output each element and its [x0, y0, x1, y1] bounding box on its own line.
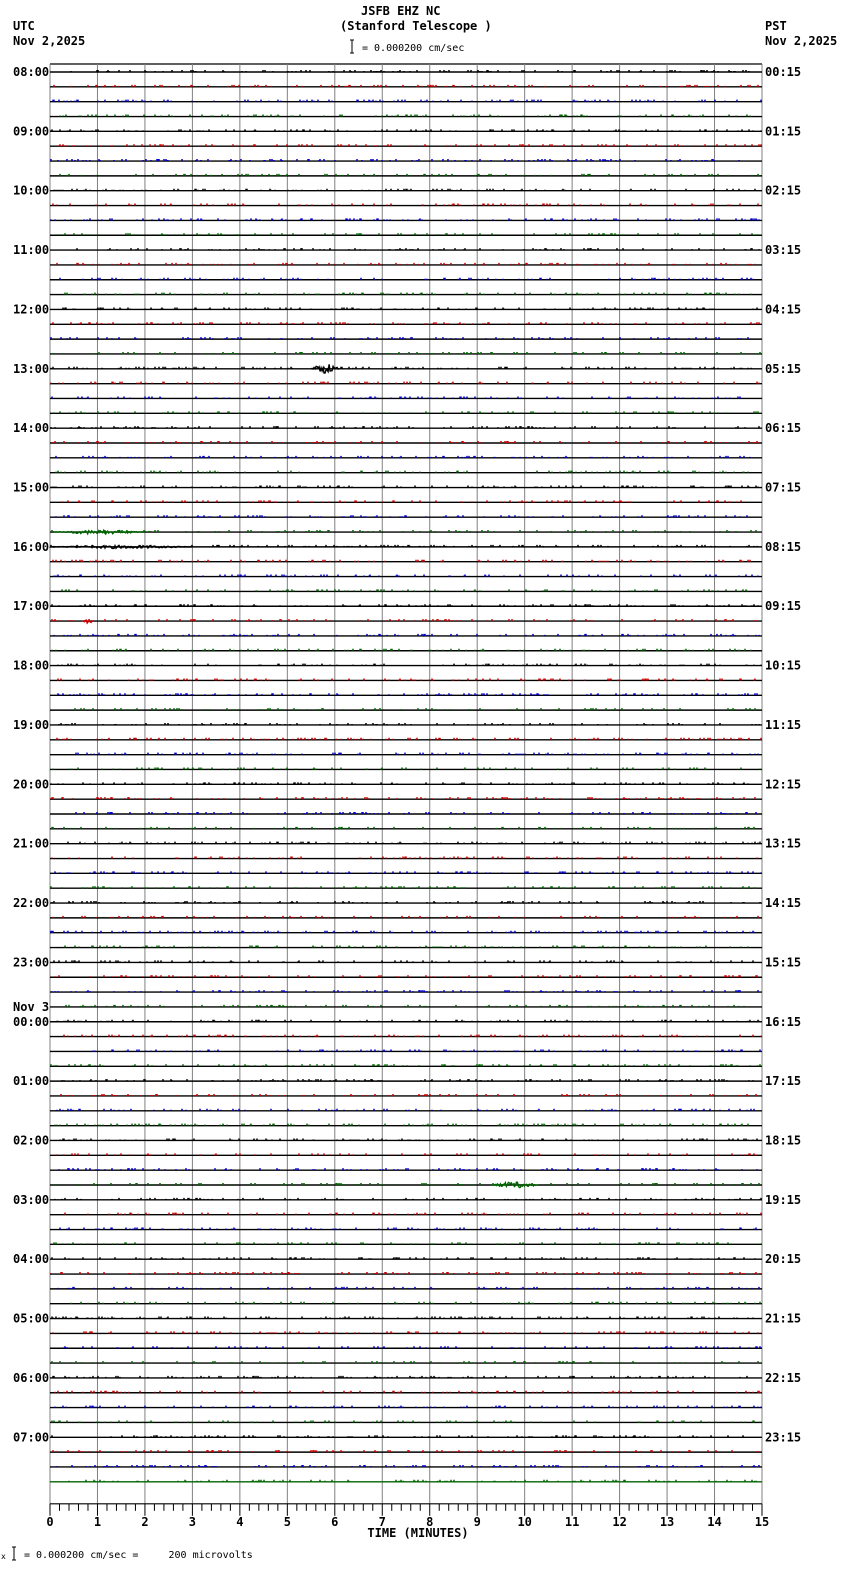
x-tick-label: 3 [188, 1514, 197, 1529]
site-title: (Stanford Telescope ) [340, 19, 492, 33]
pst-hour-label: 10:15 [765, 658, 802, 673]
pst-hour-label: 05:15 [765, 361, 802, 376]
x-tick-label: 9 [473, 1514, 481, 1529]
x-tick-label: 2 [141, 1514, 149, 1529]
x-tick-label: 4 [236, 1514, 244, 1529]
utc-hour-label: 13:00 [13, 361, 50, 376]
pst-hour-label: 20:15 [765, 1252, 802, 1267]
pst-hour-label: 06:15 [765, 421, 802, 436]
utc-hour-label: 10:00 [13, 183, 50, 198]
utc-hour-label: 00:00 [13, 1014, 50, 1029]
pst-hour-label: 09:15 [765, 599, 802, 614]
utc-hour-label: 05:00 [13, 1311, 50, 1326]
utc-hour-label: 21:00 [13, 836, 50, 851]
utc-hour-label: 08:00 [13, 65, 50, 79]
utc-hour-label: 22:00 [13, 896, 50, 911]
pst-hour-label: 21:15 [765, 1311, 802, 1326]
x-tick-label: 8 [426, 1514, 434, 1529]
utc-hour-label: 06:00 [13, 1370, 50, 1385]
scale-label: = 0.000200 cm/sec [362, 43, 465, 54]
utc-hour-label: 01:00 [13, 1074, 50, 1089]
utc-hour-label: 19:00 [13, 717, 50, 732]
pst-hour-label: 19:15 [765, 1192, 802, 1207]
utc-hour-label: 02:00 [13, 1133, 50, 1148]
x-tick-label: 10 [517, 1514, 532, 1529]
right-timezone: PST [765, 19, 787, 33]
x-tick-label: 6 [331, 1514, 339, 1529]
pst-hour-label: 00:15 [765, 65, 802, 79]
x-tick-label: 7 [378, 1514, 386, 1529]
pst-hour-label: 16:15 [765, 1014, 802, 1029]
utc-hour-label: 20:00 [13, 777, 50, 792]
right-date: Nov 2,2025 [765, 34, 838, 48]
utc-hour-label: 03:00 [13, 1192, 50, 1207]
x-tick-label: 11 [564, 1514, 580, 1529]
utc-hour-label: 18:00 [13, 658, 50, 673]
left-date: Nov 2,2025 [13, 34, 86, 48]
utc-hour-label: 15:00 [13, 480, 50, 495]
pst-hour-label: 13:15 [765, 836, 802, 851]
footer-scale-text: = 0.000200 cm/sec = 200 microvolts [24, 1550, 253, 1561]
x-tick-label: 5 [283, 1514, 291, 1529]
time-axis [46, 1504, 769, 1540]
pst-hour-label: 01:15 [765, 124, 802, 139]
x-tick-label: 14 [707, 1514, 722, 1529]
pst-hour-label: 14:15 [765, 896, 802, 911]
pst-hour-label: 02:15 [765, 183, 802, 198]
pst-hour-label: 17:15 [765, 1074, 802, 1089]
pst-hour-label: 04:15 [765, 302, 802, 317]
utc-hour-label: 09:00 [13, 124, 50, 139]
x-tick-label: 15 [754, 1514, 770, 1529]
footer-scale-bar-icon [10, 1546, 18, 1561]
pst-hour-label: 15:15 [765, 955, 802, 970]
pst-hour-label: 07:15 [765, 480, 802, 495]
utc-hour-label: 23:00 [13, 955, 50, 970]
pst-hour-label: 12:15 [765, 777, 802, 792]
utc-hour-label: 14:00 [13, 421, 50, 436]
utc-hour-label: 16:00 [13, 539, 50, 554]
seismic-traces [50, 70, 762, 1482]
pst-hour-label: 03:15 [765, 243, 802, 258]
pst-hour-label: 08:15 [765, 539, 802, 554]
pst-hour-label: 22:15 [765, 1370, 802, 1385]
footer-scale-prefix: x [1, 1552, 6, 1561]
x-axis-title: TIME (MINUTES) [367, 1525, 469, 1540]
x-tick-label: 1 [93, 1514, 102, 1529]
utc-hour-label: 12:00 [13, 302, 50, 317]
utc-hour-label: 17:00 [13, 599, 50, 614]
pst-hour-label: 18:15 [765, 1133, 802, 1148]
pst-hour-label: 23:15 [765, 1430, 802, 1445]
x-tick-label: 0 [46, 1514, 54, 1529]
utc-hour-label: 04:00 [13, 1252, 50, 1267]
pst-hour-label: 11:15 [765, 717, 802, 732]
utc-hour-label: 07:00 [13, 1430, 50, 1445]
x-tick-label: 12 [612, 1514, 627, 1529]
x-tick-label: 13 [659, 1514, 675, 1529]
utc-hour-label: 11:00 [13, 243, 50, 258]
left-timezone: UTC [13, 19, 35, 33]
station-title: JSFB EHZ NC [361, 4, 441, 18]
date-change-label: Nov 3 [13, 999, 50, 1014]
